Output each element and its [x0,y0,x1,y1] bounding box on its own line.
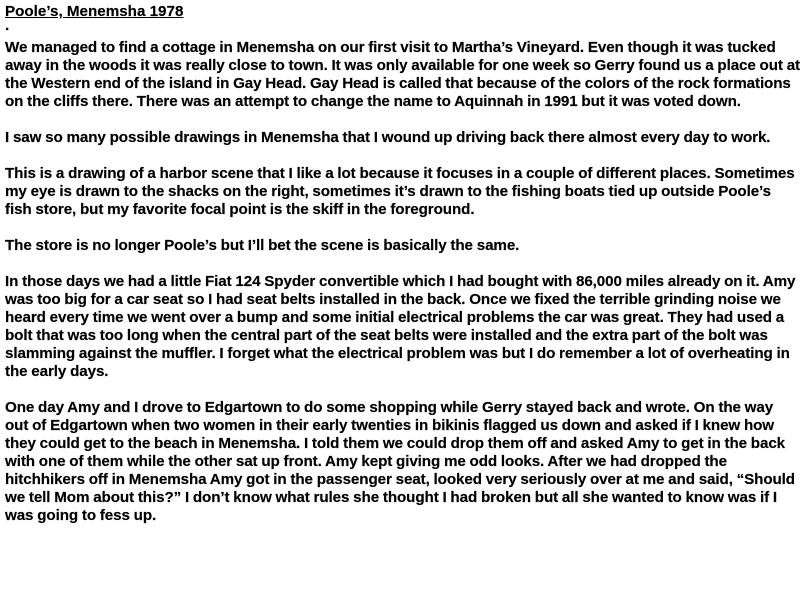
paragraph-menemsha-cottage: We managed to find a cottage in Menemsha on our first visit to Martha’s Vineyard. Even though it was tucked away in the woods it was really close to town. It was only available for one week so Gerry found us a place out at the Western end of the island in Gay Head. Gay Head is called that because of the colors of the rock formations on the cliffs there. There was an attempt to change the name to Aquinnah in 1991 but it was voted down. [5,39,800,110]
paragraph-harbor-scene: This is a drawing of a harbor scene that I like a lot because it focuses in a couple of different places. Sometimes my eye is drawn to the shacks on the right, sometimes it’s drawn to the fishing boats tied up outside Poole’s fish store, but my favorite focal point is the skiff in the foreground. [5,165,795,218]
document-title: Poole’s, Menemsha 1978 [5,3,184,20]
paragraph-drawings: I saw so many possible drawings in Menemsha that I wound up driving back there almost every day to work. [5,129,771,146]
document-body [5,3,800,525]
paragraph-edgartown: One day Amy and I drove to Edgartown to do some shopping while Gerry stayed back and wrote. On the way out of Edgartown when two women in their early twenties in bikinis flagged us down and asked if I knew how they could get to the beach in Menemsha. I told them we could drop them off and asked Amy to get in the back with one of them while the other sat up front. Amy kept giving me odd looks. After we had dropped the hitchhikers off in Menemsha Amy got in the passenger seat, looked very seriously over at me and said, “Should we tell Mom about this?” I don’t know what rules she thought I had broken but all she wanted to know was if I was going to fess up. [5,399,795,524]
paragraph-store: The store is no longer Poole’s but I’ll bet the scene is basically the same. [5,237,520,254]
stray-mark: . [5,17,10,34]
paragraph-fiat: In those days we had a little Fiat 124 Spyder convertible which I had bought with 86,000 miles already on it. Amy was too big for a car seat so I had seat belts installed in the back. Once we fixed the terrible grinding noise we heard every time we went over a bump and some initial electrical problems the car was great. They had used a bolt that was too long when the central part of the seat belts were installed and the extra part of the bolt was slamming against the muffler. I forget what the electrical problem was but I do remember a lot of overheating in the early days. [5,273,796,380]
